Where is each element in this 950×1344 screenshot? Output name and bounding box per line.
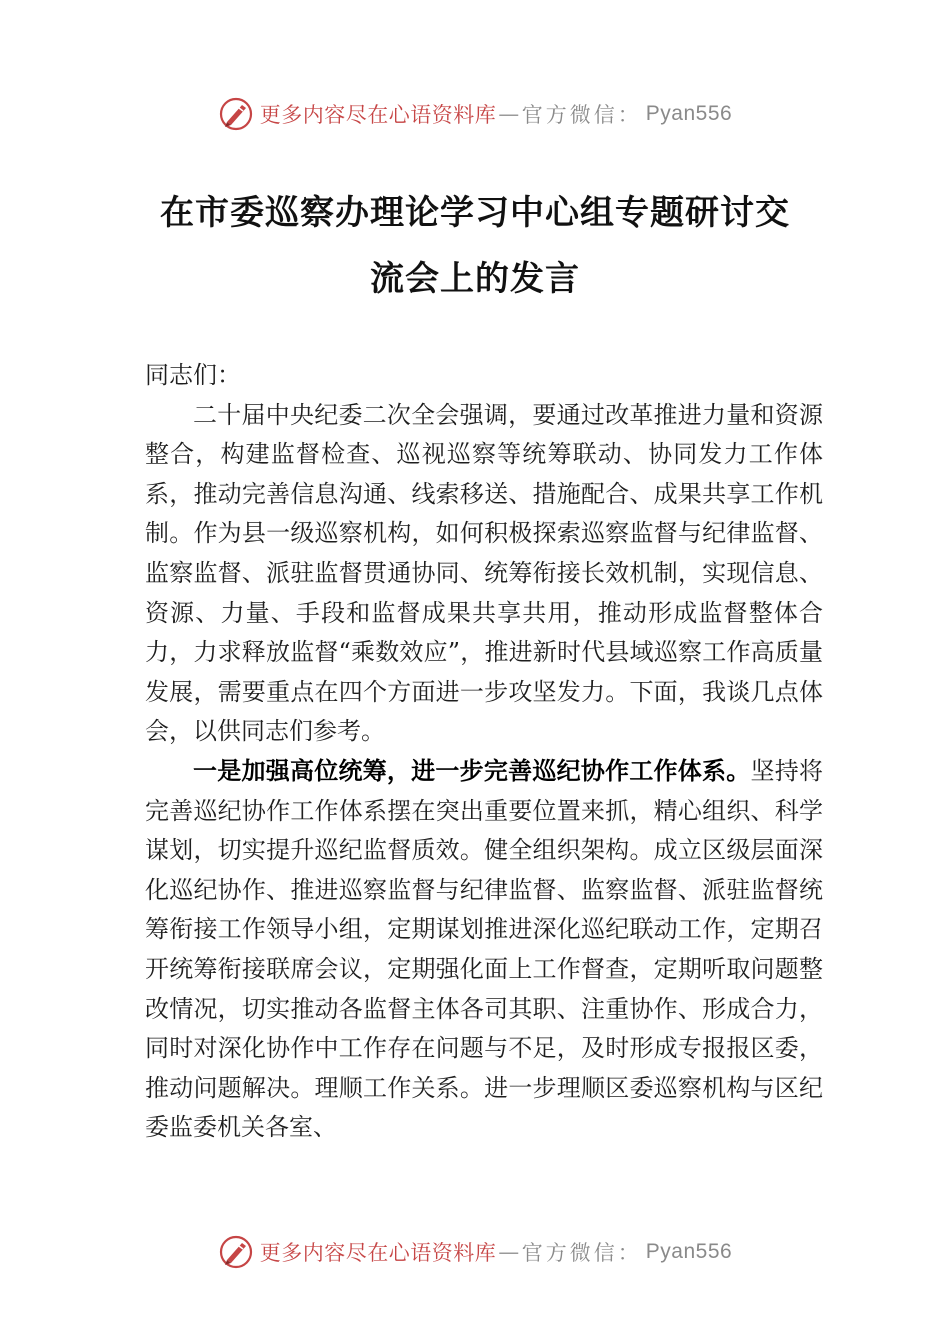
pen-logo-icon	[218, 1234, 254, 1270]
document-body	[145, 356, 823, 1148]
footer-banner	[0, 1232, 950, 1272]
wechat-id: Pyan556	[645, 102, 733, 125]
paragraph-1: 二十届中央纪委二次全会强调，要通过改革推进力量和资源整合，构建监督检查、巡视巡察等统筹联动、协同发力工作体系，推动完善信息沟通、线索移送、措施配合、成果共享工作机制。作为县一级巡察机构，如何积极探索巡察监督与纪律监督、监察监督、派驻监督贯通协同、统筹衔接长效机制，实现信息、资源、力量、手段和监督成果共享共用，推动形成监督整体合力，力求释放监督“乘数效应”，推进新时代县域巡察工作高质量发展，需要重点在四个方面进一步攻坚发力。下面，我谈几点体会，以供同志们参考。	[145, 400, 823, 746]
greeting: 同志们：	[145, 361, 241, 389]
pen-logo-icon	[218, 96, 254, 132]
wechat-id: Pyan556	[645, 1240, 733, 1263]
title-line-1: 在市委巡察办理论学习中心组专题研讨交	[160, 193, 790, 233]
banner-text: 更多内容尽在心语资料库	[259, 1241, 497, 1265]
paragraph-2-body: 坚持将完善巡纪协作工作体系摆在突出重要位置来抓，精心组织、科学谋划，切实提升巡纪监督质效。健全组织架构。成立区级层面深化巡纪协作、推进巡察监督与纪律监督、监察监督、派驻监督统筹衔接工作领导小组，定期谋划推进深化巡纪联动工作，定期召开统筹衔接联席会议，定期强化面上工作督查，定期听取问题整改情况，切实推动各监督主体各司其职、注重协作、形成合力，同时对深化协作中工作存在问题与不足，及时形成专报报区委，推动问题解决。理顺工作关系。进一步理顺区委巡察机构与区纪委监委机关各室、	[145, 756, 824, 1142]
paragraph-2	[145, 752, 823, 1148]
title-line-2: 流会上的发言	[370, 259, 580, 299]
banner-separator: —	[498, 102, 520, 126]
wechat-label: 官方微信：	[521, 1241, 642, 1265]
wechat-label: 官方微信：	[521, 103, 642, 127]
paragraph-2-lead: 一是加强高位统筹，进一步完善巡纪协作工作体系。	[193, 756, 751, 785]
banner-text: 更多内容尽在心语资料库	[259, 103, 497, 127]
banner-separator: —	[498, 1240, 520, 1264]
header-banner	[0, 94, 950, 134]
document-title	[140, 180, 810, 312]
